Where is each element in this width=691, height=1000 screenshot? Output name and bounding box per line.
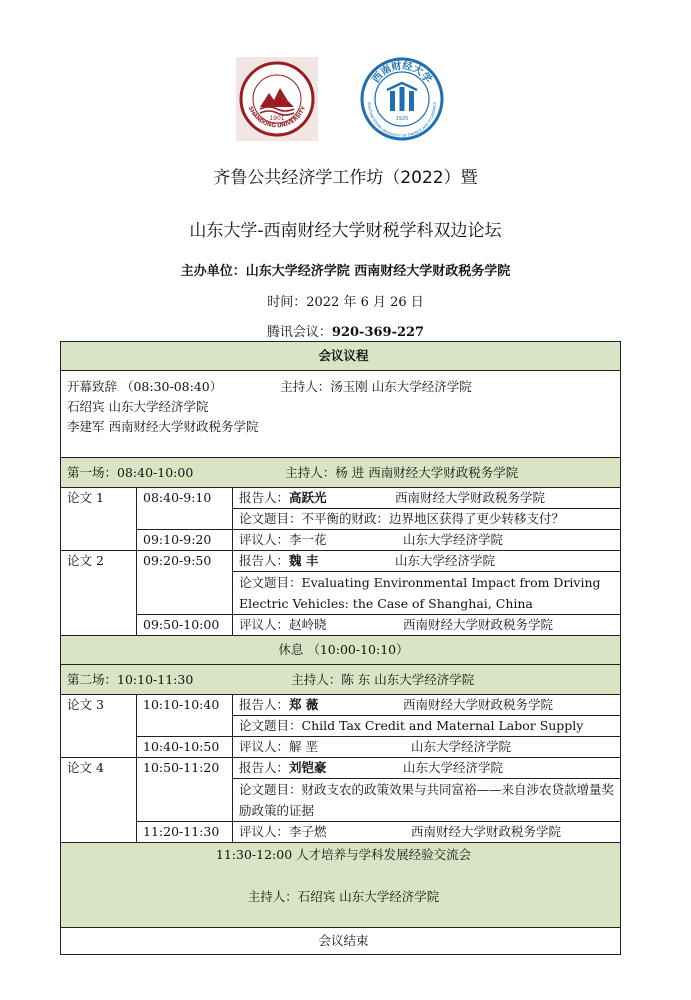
meeting-info (0, 321, 691, 340)
title-line-1: 齐鲁公共经济学工作坊（2022）暨 (213, 168, 478, 188)
session1-header (61, 458, 621, 488)
paper3-report-row (61, 695, 621, 716)
paper1-reporter-label: 报告人： (239, 490, 290, 505)
event-date: 时间：2022 年 6 月 26 日 (267, 295, 424, 310)
sdu-logo-year: 1901 (269, 115, 285, 122)
sdu-logo-text: SHANDONG UNIVERSITY (246, 105, 308, 130)
paper3-review-time: 10:40-10:50 (137, 737, 233, 758)
paper1-topic: 论文题目：不平衡的财政：边界地区获得了更少转移支付？ (233, 509, 621, 530)
paper2-report-row (61, 551, 621, 572)
paper4-reviewer-cell (233, 822, 621, 843)
opening-speaker-2: 李建军 西南财经大学财政税务学院 (67, 419, 259, 434)
session2-header (61, 665, 621, 695)
paper1-reviewer: 评议人：李一花 (239, 532, 327, 547)
paper3-reporter: 郑 薇 (289, 697, 319, 712)
paper3-time: 10:10-10:40 (137, 695, 233, 737)
paper4-time: 10:50-11:20 (137, 758, 233, 822)
paper4-report-row (61, 758, 621, 779)
paper2-topic-cell (233, 572, 621, 615)
paper3-label: 论文 3 (61, 695, 137, 758)
opening-title: 开幕致辞 （08:30-08:40） (67, 379, 223, 394)
paper3-reporter-label: 报告人： (239, 697, 290, 712)
paper1-reviewer-org: 山东大学经济学院 (403, 532, 504, 547)
paper2-review-time: 09:50-10:00 (137, 615, 233, 636)
opening-speaker-1: 石绍宾 山东大学经济学院 (67, 399, 209, 414)
paper1-review-row (61, 530, 621, 551)
paper4-review-row (61, 822, 621, 843)
swufe-logo-cn: 西南财经大学 (370, 60, 434, 86)
paper2-topic-line1: 论文题目：Evaluating Environmental Impact from Driving (239, 575, 601, 590)
meeting-label: 腾讯会议： (266, 325, 332, 340)
paper2-time: 09:20-9:50 (137, 551, 233, 615)
paper3-reviewer-cell (233, 737, 621, 758)
opening-host: 主持人：汤玉刚 山东大学经济学院 (280, 379, 472, 394)
swufe-logo-year: 1925 (395, 116, 409, 122)
paper4-reporter-label: 报告人： (239, 760, 290, 775)
paper4-review-time: 11:20-11:30 (137, 822, 233, 843)
opening-cell (61, 371, 621, 458)
meeting-id: 920-369-227 (331, 325, 425, 340)
paper2-reporter-label: 报告人： (239, 553, 290, 568)
swufe-logo (360, 57, 444, 141)
paper2-reporter: 魏 丰 (289, 553, 319, 568)
paper1-reporter-cell (233, 488, 621, 509)
paper2-reviewer-cell (233, 615, 621, 636)
paper2-reviewer-org: 西南财经大学财政税务学院 (403, 617, 554, 632)
paper4-label: 论文 4 (61, 758, 137, 843)
session1-row (61, 458, 621, 488)
exchange-title: 11:30-12:00 人才培养与学科发展经验交流会 (215, 847, 472, 862)
closing-cell: 会议结束 (61, 928, 621, 955)
paper4-reporter-cell (233, 758, 621, 779)
session2-title: 第二场：10:10-11:30 (67, 672, 194, 687)
opening-row (61, 371, 621, 458)
exchange-cell (61, 843, 621, 928)
shandong-university-logo (236, 57, 318, 141)
paper3-reviewer: 评议人：解 垩 (239, 739, 318, 754)
logos-row (0, 55, 691, 145)
paper3-reporter-org: 西南财经大学财政税务学院 (403, 697, 554, 712)
closing-row (61, 928, 621, 955)
session2-host: 主持人：陈 东 山东大学经济学院 (291, 672, 475, 687)
session1-host: 主持人：杨 进 西南财经大学财政税务学院 (285, 465, 519, 480)
break-cell: 休息 （10:00-10:10） (61, 636, 621, 665)
session1-title: 第一场：08:40-10:00 (67, 465, 194, 480)
exchange-host: 主持人：石绍宾 山东大学经济学院 (247, 889, 440, 904)
paper1-review-time: 09:10-9:20 (137, 530, 233, 551)
paper3-reviewer-org: 山东大学经济学院 (411, 739, 512, 754)
paper1-reviewer-cell (233, 530, 621, 551)
paper2-label: 论文 2 (61, 551, 137, 636)
paper4-topic: 论文题目：财政支农的政策效果与共同富裕——来自涉农贷款增量奖励政策的证据 (233, 779, 621, 822)
agenda-heading: 会议议程 (61, 342, 621, 371)
break-row (61, 636, 621, 665)
swufe-logo-en: SOUTHWESTERN UNIVERSITY OF FINANCE AND ECONOMICS (366, 102, 438, 139)
paper1-reporter: 高跃光 (289, 490, 327, 505)
paper2-reporter-cell (233, 551, 621, 572)
paper2-topic-line2: Electric Vehicles: the Case of Shanghai, China (239, 596, 533, 611)
paper1-time: 08:40-9:10 (137, 488, 233, 530)
host-units: 主办单位：山东大学经济学院 西南财经大学财政税务学院 (180, 264, 511, 279)
paper4-reporter: 刘铠豪 (289, 760, 327, 775)
agenda-table (60, 341, 621, 955)
title-line-2: 山东大学-西南财经大学财税学科双边论坛 (189, 221, 502, 241)
paper4-reviewer-org: 西南财经大学财政税务学院 (411, 824, 562, 839)
paper4-reporter-org: 山东大学经济学院 (403, 760, 504, 775)
paper3-topic: 论文题目：Child Tax Credit and Maternal Labor Supply (233, 716, 621, 737)
paper3-review-row (61, 737, 621, 758)
agenda-heading-row (61, 342, 621, 371)
paper2-reporter-org: 山东大学经济学院 (395, 553, 496, 568)
paper3-reporter-cell (233, 695, 621, 716)
paper1-reporter-org: 西南财经大学财政税务学院 (395, 490, 546, 505)
paper2-review-row (61, 615, 621, 636)
paper2-reviewer: 评议人：赵岭晓 (239, 617, 327, 632)
paper1-report-row (61, 488, 621, 509)
paper4-reviewer: 评议人：李子燃 (239, 824, 327, 839)
paper1-label: 论文 1 (61, 488, 137, 551)
exchange-row (61, 843, 621, 928)
session2-row (61, 665, 621, 695)
